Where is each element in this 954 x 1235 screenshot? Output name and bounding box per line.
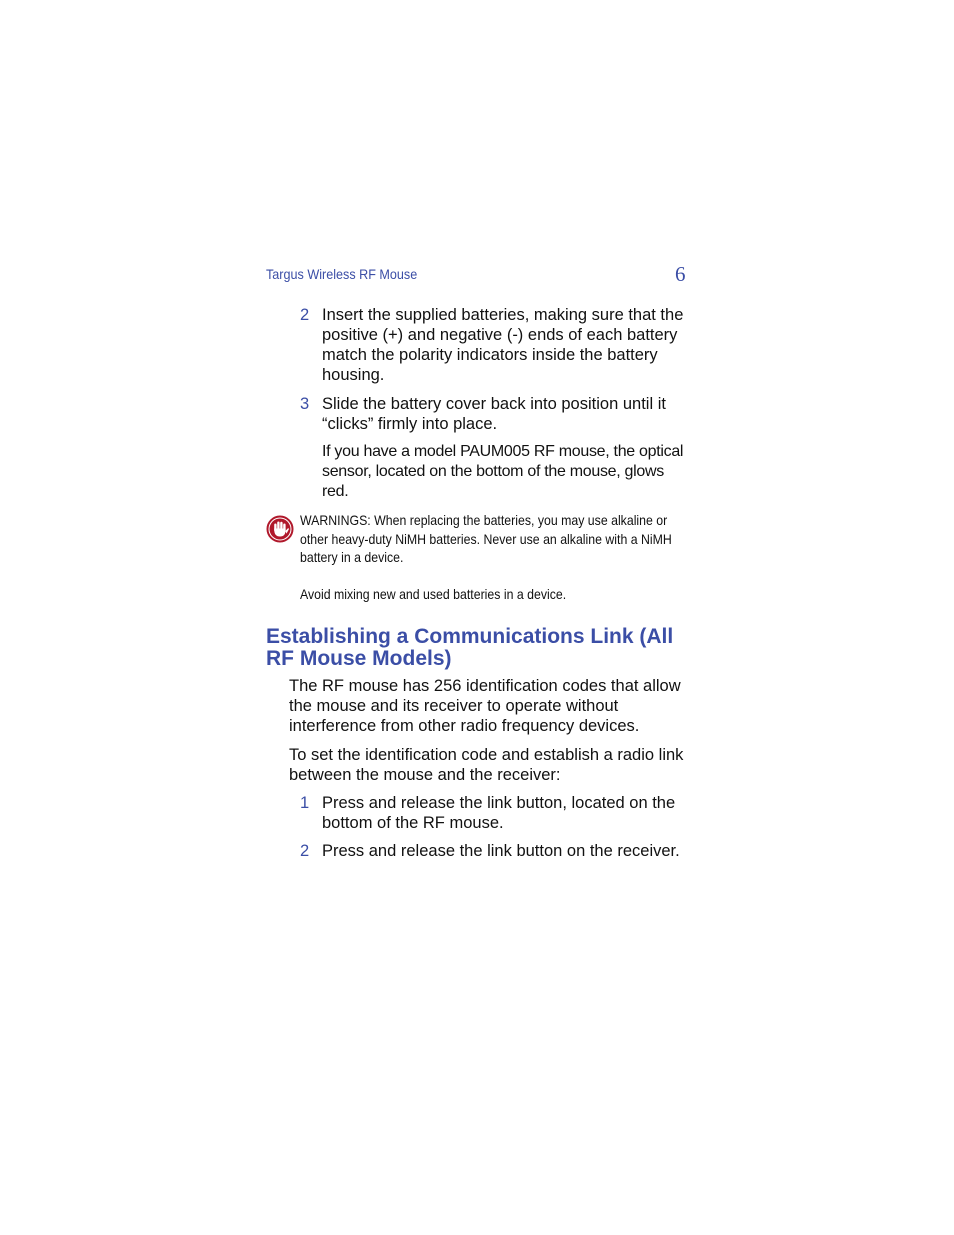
warning-text: WARNINGS: When replacing the batteries, you may use alkaline or other heavy-duty NiMH batteries. Never use an alkaline with a NiMH battery in a device. <box>300 512 672 565</box>
list-item <box>300 305 690 385</box>
list-item <box>300 793 690 833</box>
document-title: Targus Wireless RF Mouse <box>266 266 418 282</box>
step-number: 3 <box>300 395 310 413</box>
intro-paragraph: The RF mouse has 256 identification codes that allow the mouse and its receiver to operate without interference from other radio frequency devices. <box>289 677 681 735</box>
step-text: Slide the battery cover back into position until it “clicks” firmly into place. <box>322 395 666 433</box>
warning-extra: Avoid mixing new and used batteries in a device. <box>300 586 567 602</box>
stop-hand-icon <box>266 515 294 543</box>
section-heading: Establishing a Communications Link (All RF Mouse Models) <box>266 625 674 670</box>
step-number: 1 <box>300 794 310 812</box>
lead-paragraph: To set the identification code and establish a radio link between the mouse and the receiver: <box>289 746 684 784</box>
step-number: 2 <box>300 306 310 324</box>
list-item <box>300 394 690 434</box>
step-number: 2 <box>300 842 310 860</box>
step-text: Press and release the link button on the receiver. <box>322 842 680 860</box>
model-note: If you have a model PAUM005 RF mouse, the optical sensor, located on the bottom of the mouse, glows red. <box>322 443 684 500</box>
page-number: 6 <box>675 262 686 286</box>
step-text: Press and release the link button, located on the bottom of the RF mouse. <box>322 794 676 832</box>
step-text: Insert the supplied batteries, making sure that the positive (+) and negative (-) ends of each battery match the polarity indicators inside the battery housing. <box>322 306 684 384</box>
list-item <box>300 841 690 861</box>
